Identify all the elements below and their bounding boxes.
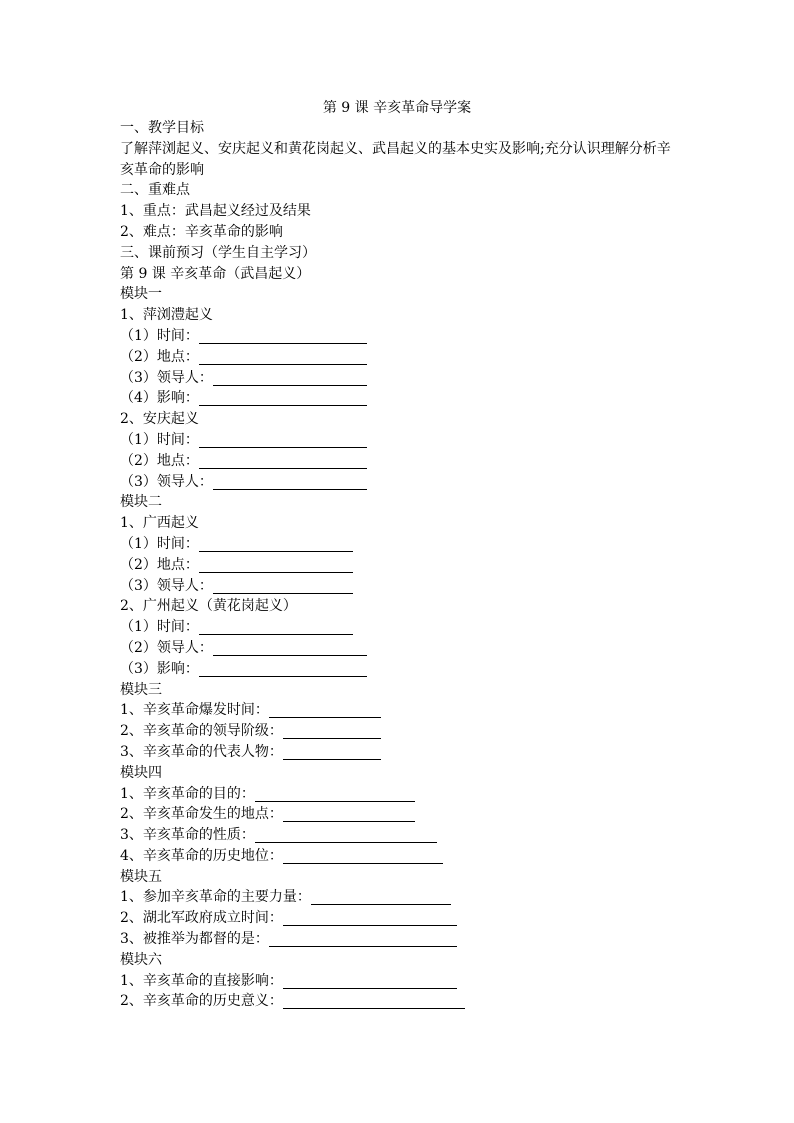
line-text: 1、萍浏澧起义 <box>120 307 213 324</box>
text-line <box>120 243 680 264</box>
fill-in-question <box>120 908 680 929</box>
line-text: 1、辛亥革命爆发时间： <box>120 702 269 719</box>
answer-blank[interactable] <box>213 579 353 594</box>
line-text: 模块五 <box>120 868 162 885</box>
line-text: 三、课前预习（学生自主学习） <box>120 244 316 261</box>
answer-blank[interactable] <box>213 641 367 656</box>
document-body <box>120 118 680 1012</box>
fill-in-question <box>120 721 680 742</box>
answer-blank[interactable] <box>311 890 451 905</box>
line-text: 1、辛亥革命的目的： <box>120 785 255 802</box>
answer-blank[interactable] <box>283 994 465 1009</box>
text-line <box>120 492 680 513</box>
fill-in-question <box>120 846 680 867</box>
text-line <box>120 180 680 201</box>
answer-blank[interactable] <box>283 849 443 864</box>
line-text: 1、重点：武昌起义经过及结果 <box>120 203 311 220</box>
answer-blank[interactable] <box>213 475 367 490</box>
document-title: 第 9 课 辛亥革命导学案 <box>322 100 472 116</box>
line-text: （3）影响： <box>120 660 199 677</box>
line-text: 2、安庆起义 <box>120 411 199 428</box>
text-line <box>120 680 680 701</box>
fill-in-question <box>120 347 680 368</box>
answer-blank[interactable] <box>199 620 353 635</box>
line-text: （3）领导人： <box>120 577 213 594</box>
line-text: 模块四 <box>120 764 162 781</box>
line-text: （1）时间： <box>120 535 199 552</box>
line-text: （1）时间： <box>120 619 199 636</box>
line-text: 模块二 <box>120 494 162 511</box>
line-text: 3、被推举为都督的是： <box>120 931 269 948</box>
text-line <box>120 596 680 617</box>
line-text: 2、辛亥革命发生的地点： <box>120 806 283 823</box>
text-line <box>120 513 680 534</box>
fill-in-question <box>120 825 680 846</box>
line-text: 模块六 <box>120 951 162 968</box>
answer-blank[interactable] <box>283 974 457 989</box>
fill-in-question <box>120 742 680 763</box>
answer-blank[interactable] <box>199 329 367 344</box>
text-line <box>120 305 680 326</box>
line-text: 一、教学目标 <box>120 120 204 136</box>
text-line <box>120 763 680 784</box>
line-text: 模块三 <box>120 681 162 698</box>
answer-blank[interactable] <box>255 828 437 843</box>
line-text: 模块一 <box>120 286 162 303</box>
line-text: 3、辛亥革命的性质： <box>120 827 255 844</box>
answer-blank[interactable] <box>283 745 381 760</box>
text-line <box>120 139 680 181</box>
answer-blank[interactable] <box>199 391 367 406</box>
text-line <box>120 201 680 222</box>
fill-in-question <box>120 451 680 472</box>
line-text: （4）影响： <box>120 390 199 407</box>
fill-in-question <box>120 887 680 908</box>
line-text: 2、辛亥革命的领导阶级： <box>120 723 283 740</box>
line-text: 1、参加辛亥革命的主要力量： <box>120 889 311 906</box>
line-text: 2、广州起义（黄花岗起义） <box>120 598 297 615</box>
text-line <box>120 409 680 430</box>
fill-in-question <box>120 576 680 597</box>
text-line <box>120 284 680 305</box>
fill-in-question <box>120 638 680 659</box>
answer-blank[interactable] <box>199 350 367 365</box>
fill-in-question <box>120 326 680 347</box>
fill-in-question <box>120 617 680 638</box>
answer-blank[interactable] <box>199 558 353 573</box>
line-text: 2、难点：辛亥革命的影响 <box>120 223 283 240</box>
line-text: 3、辛亥革命的代表人物： <box>120 743 283 760</box>
answer-blank[interactable] <box>199 537 353 552</box>
fill-in-question <box>120 555 680 576</box>
line-text: （1）时间： <box>120 327 199 344</box>
fill-in-question <box>120 472 680 493</box>
fill-in-question <box>120 700 680 721</box>
fill-in-question <box>120 368 680 389</box>
text-line <box>120 867 680 888</box>
answer-blank[interactable] <box>269 703 381 718</box>
answer-blank[interactable] <box>199 433 367 448</box>
line-text: （2）领导人： <box>120 639 213 656</box>
fill-in-question <box>120 388 680 409</box>
text-line <box>120 118 680 139</box>
line-text: 2、湖北军政府成立时间： <box>120 910 283 927</box>
answer-blank[interactable] <box>269 932 457 947</box>
fill-in-question <box>120 929 680 950</box>
answer-blank[interactable] <box>213 371 367 386</box>
line-text: 第 9 课 辛亥革命（武昌起义） <box>120 265 311 282</box>
answer-blank[interactable] <box>283 724 381 739</box>
answer-blank[interactable] <box>255 787 415 802</box>
fill-in-question <box>120 971 680 992</box>
line-text: 了解萍浏起义、安庆起义和黄花岗起义、武昌起义的基本史实及影响;充分认识理解分析辛亥革命的影响 <box>120 140 671 178</box>
line-text: 1、辛亥革命的直接影响： <box>120 972 283 989</box>
line-text: （1）时间： <box>120 431 199 448</box>
answer-blank[interactable] <box>283 911 457 926</box>
answer-blank[interactable] <box>199 662 367 677</box>
fill-in-question <box>120 430 680 451</box>
answer-blank[interactable] <box>199 454 367 469</box>
fill-in-question <box>120 784 680 805</box>
line-text: 2、辛亥革命的历史意义： <box>120 993 283 1010</box>
text-line <box>120 264 680 285</box>
line-text: （2）地点： <box>120 452 199 469</box>
answer-blank[interactable] <box>283 807 415 822</box>
line-text: （2）地点： <box>120 348 199 365</box>
fill-in-question <box>120 991 680 1012</box>
text-line <box>120 222 680 243</box>
line-text: （3）领导人： <box>120 473 213 490</box>
line-text: （2）地点： <box>120 556 199 573</box>
line-text: （3）领导人： <box>120 369 213 386</box>
line-text: 4、辛亥革命的历史地位： <box>120 847 283 864</box>
fill-in-question <box>120 659 680 680</box>
line-text: 二、重难点 <box>120 182 190 199</box>
line-text: 1、广西起义 <box>120 515 199 532</box>
fill-in-question <box>120 534 680 555</box>
fill-in-question <box>120 804 680 825</box>
text-line <box>120 950 680 971</box>
